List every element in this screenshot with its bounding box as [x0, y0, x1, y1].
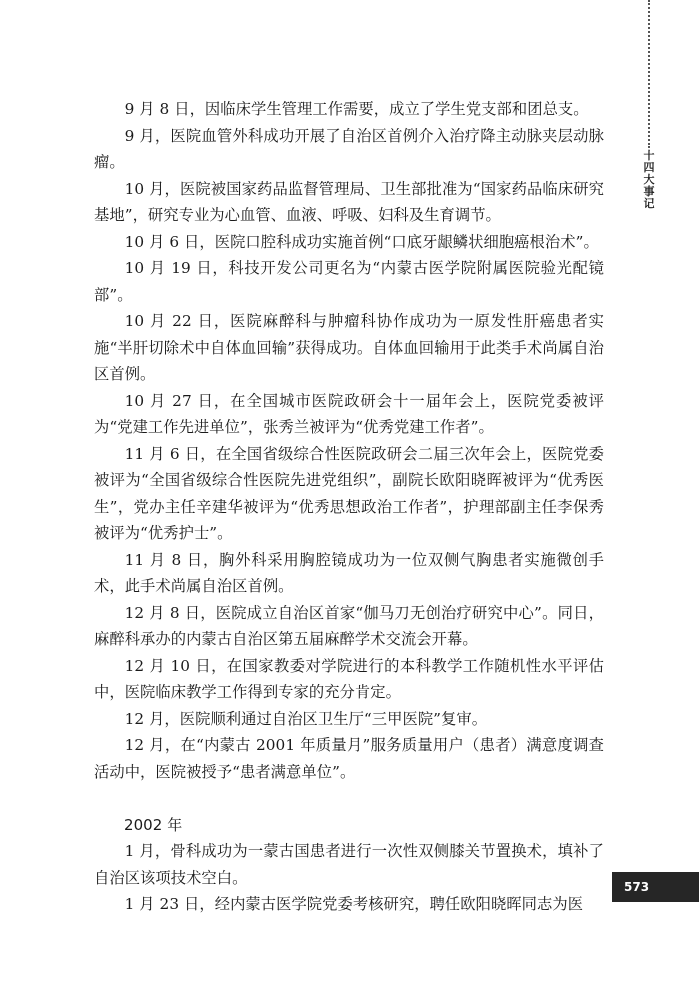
entry: 9 月，医院血管外科成功开展了自治区首例介入治疗降主动脉夹层动脉瘤。: [94, 126, 604, 171]
entry: 10 月，医院被国家药品监督管理局、卫生部批准为“国家药品临床研究基地”，研究专业为心血管、血液、呼吸、妇科及生育调节。: [94, 179, 604, 224]
year-heading: 2002 年: [124, 815, 183, 834]
entry: 10 月 19 日，科技开发公司更名为“内蒙古医学院附属医院验光配镜部”。: [94, 259, 604, 304]
entry: 12 月 8 日，医院成立自治区首家“伽马刀无创治疗研究中心”。同日，麻醉科承办的内蒙古自治区第五届麻醉学术交流会开幕。: [94, 603, 604, 648]
entry: 9 月 8 日，因临床学生管理工作需要，成立了学生党支部和团总支。: [124, 100, 589, 118]
entry: 10 月 6 日，医院口腔科成功实施首例“口底牙龈鳞状细胞癌根治术”。: [124, 232, 599, 251]
entry: 10 月 22 日，医院麻醉科与肿瘤科协作成功为一原发性肝癌患者实施“半肝切除术中自体血回输”获得成功。自体血回输用于此类手术尚属自治区首例。: [94, 312, 604, 383]
sidebar-dotted-rule: [648, 0, 650, 148]
entry: 11 月 6 日，在全国省级综合性医院政研会二届三次年会上，医院党委被评为“全国省级综合性医院先进党组织”，副院长欧阳晓晖被评为“优秀医生”，党办主任辛建华被评为“优秀思想政治工作者”，护理部副主任李保秀被评为“优秀护士”。: [94, 444, 604, 542]
body-text: [94, 96, 604, 918]
page-number: 573: [612, 872, 699, 902]
entry: 12 月，在“内蒙古 2001 年质量月”服务质量用户（患者）满意度调查活动中，医院被授予“患者满意单位”。: [94, 736, 604, 781]
entry: 11 月 8 日，胸外科采用胸腔镜成功为一位双侧气胸患者实施微创手术，此手术尚属自治区首例。: [94, 550, 604, 595]
entry: 1 月 23 日，经内蒙古医学院党委考核研究，聘任欧阳晓晖同志为医: [124, 895, 584, 913]
entry: 10 月 27 日，在全国城市医院政研会十一届年会上，医院党委被评为“党建工作先进单位”，张秀兰被评为“优秀党建工作者”。: [94, 391, 604, 436]
entry: 12 月 10 日，在国家教委对学院进行的本科教学工作随机性水平评估中，医院临床教学工作得到专家的充分肯定。: [94, 656, 604, 701]
entry: 12 月，医院顺利通过自治区卫生厅“三甲医院”复审。: [124, 709, 488, 728]
entry: 1 月，骨科成功为一蒙古国患者进行一次性双侧膝关节置换术，填补了自治区该项技术空白。: [94, 842, 604, 887]
chapter-label: 十四 大事记: [643, 149, 655, 210]
